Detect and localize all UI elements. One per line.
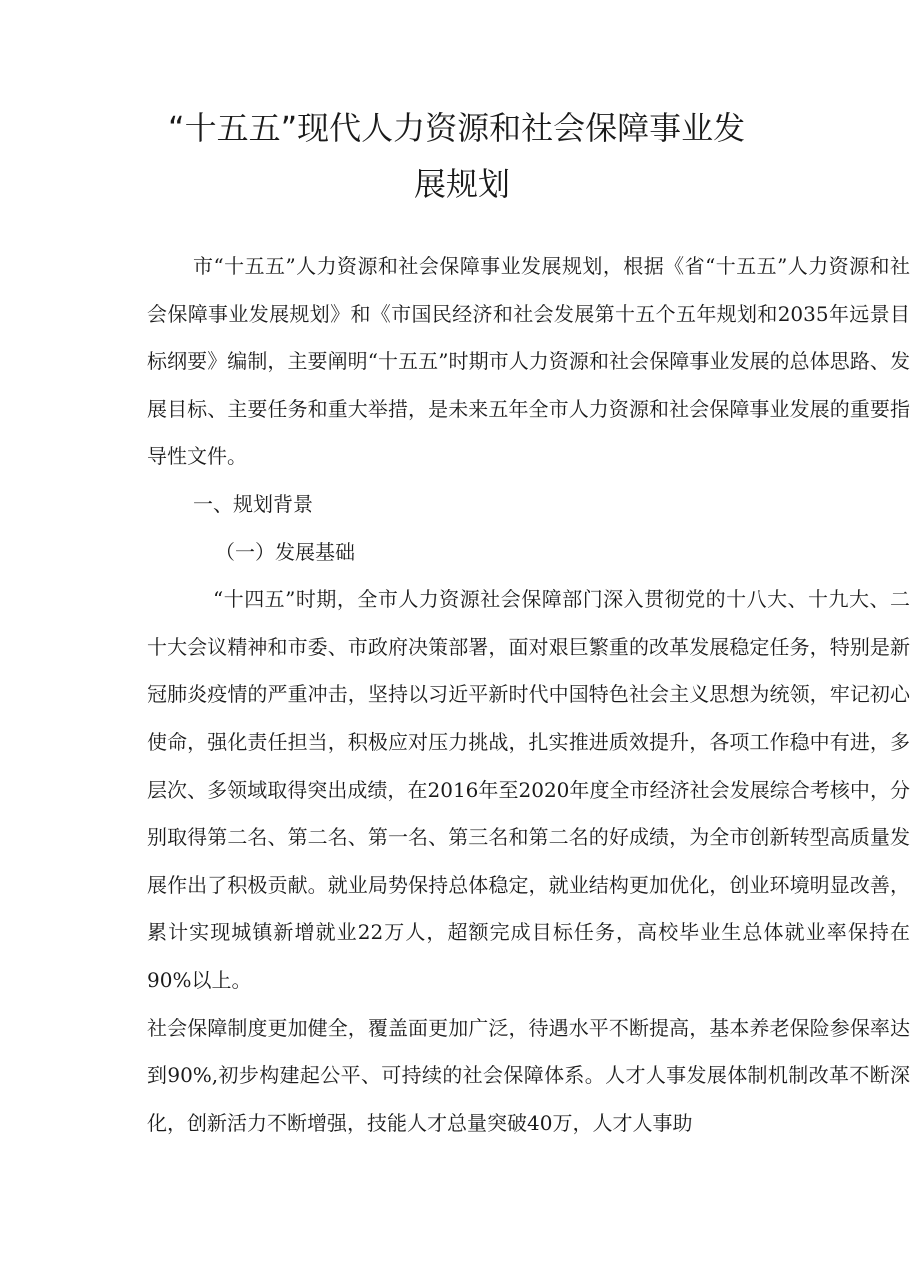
document-title-line-2: 展规划 xyxy=(414,165,511,203)
document-title xyxy=(0,100,920,212)
subsection-heading-foundation: （一）发展基础 xyxy=(215,539,355,564)
body-paragraph-1: “十四五”时期，全市人力资源社会保障部门深入贯彻党的十八大、十九大、二十大会议精神和市委、市政府决策部署，面对艰巨繁重的改革发展稳定任务，特别是新冠肺炎疫情的严重冲击，坚持以习近平新时代中国特色社会主义思想为统领，牢记初心使命，强化责任担当，积极应对压力挑战，扎实推进质效提升，各项工作稳中有进，多层次、多领域取得突出成绩，在2016年至2020年度全市经济社会发展综合考核中，分别取得第二名、第二名、第一名、第三名和第二名的好成绩，为全市创新转型高质量发展作出了积极贡献。就业局势保持总体稳定，就业结构更加优化，创业环境明显改善，累计实现城镇新增就业22万人，超额完成目标任务，高校毕业生总体就业率保持在90%以上。 xyxy=(147,587,910,992)
document-body xyxy=(147,243,910,1147)
section-heading-background: 一、规划背景 xyxy=(193,491,313,516)
document-title-line-1: “十五五”现代人力资源和社会保障事业发 xyxy=(168,109,746,147)
intro-paragraph: 市“十五五”人力资源和社会保障事业发展规划，根据《省“十五五”人力资源和社会保障事业发展规划》和《市国民经济和社会发展第十五个五年规划和2035年远景目标纲要》编制，主要阐明“十五五”时期市人力资源和社会保障事业发展的总体思路、发展目标、主要任务和重大举措，是未来五年全市人力资源和社会保障事业发展的重要指导性文件。 xyxy=(147,254,910,469)
body-paragraph-2: 社会保障制度更加健全，覆盖面更加广泛，待遇水平不断提高，基本养老保险参保率达到90%,初步构建起公平、可持续的社会保障体系。人才人事发展体制机制改革不断深化，创新活力不断增强，技能人才总量突破40万，人才人事助 xyxy=(147,1015,910,1135)
